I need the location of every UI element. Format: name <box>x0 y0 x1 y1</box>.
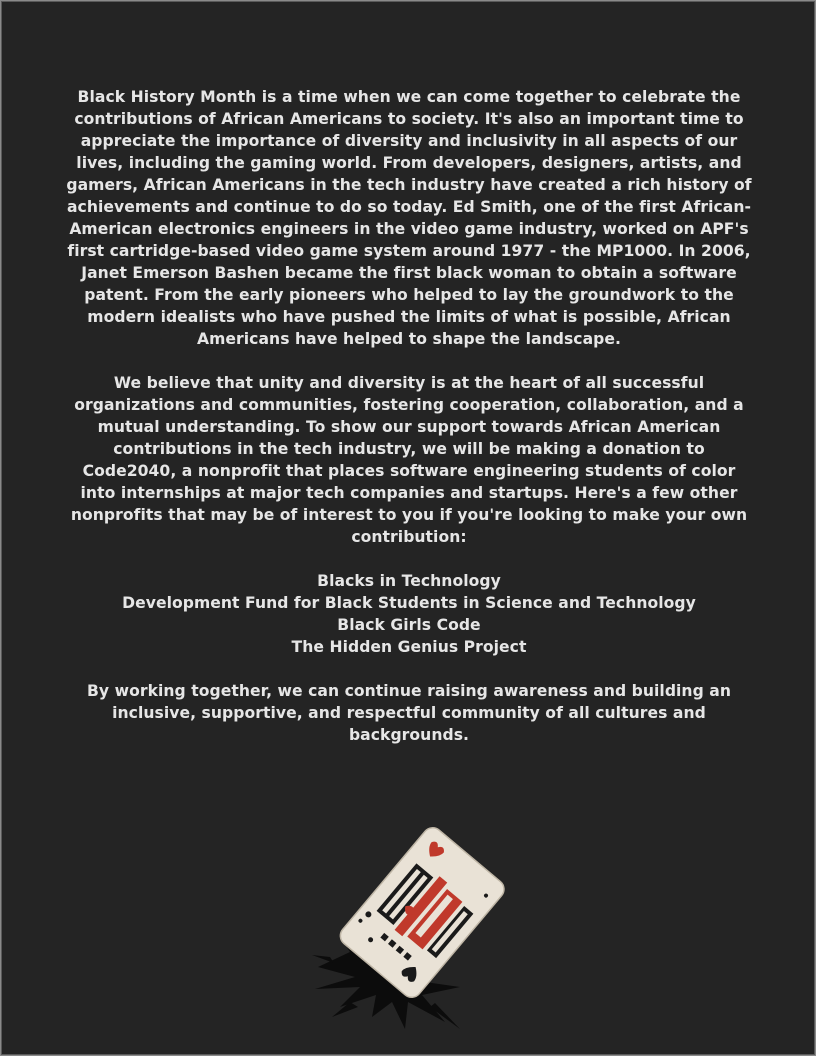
letter-body <box>64 86 754 768</box>
nonprofit-list <box>64 570 754 658</box>
nonprofit-item: Development Fund for Black Students in Science and Technology <box>122 594 696 612</box>
nonprofit-item: Black Girls Code <box>337 616 481 634</box>
wild-card-logo-icon <box>310 817 510 1032</box>
intro-paragraph: Black History Month is a time when we can come together to celebrate the contributions of African Americans to society. It's also an important time to appreciate the importance of diversity and inclusivity in all aspects of our lives, including the gaming world. From developers, designers, artists, and gamers, African Americans in the tech industry have created a rich history of achievements and continue to do so today. Ed Smith, one of the first African-American electronics engineers in the video game industry, worked on APF's first cartridge-based video game system around 1977 - the MP1000. In 2006, Janet Emerson Bashen became the first black woman to obtain a software patent. From the early pioneers who helped to lay the groundwork to the modern idealists who have pushed the limits of what is possible, African Americans have helped to shape the landscape. <box>66 88 752 348</box>
support-paragraph: We believe that unity and diversity is at the heart of all successful organizations and communities, fostering cooperation, collaboration, and a mutual understanding. To show our support towards African American contributions in the tech industry, we will be making a donation to Code2040, a nonprofit that places software engineering students of color into internships at major tech companies and startups. Here's a few other nonprofits that may be of interest to you if you're looking to make your own contribution: <box>70 374 748 546</box>
nonprofit-item: The Hidden Genius Project <box>291 638 527 656</box>
closing-paragraph: By working together, we can continue raising awareness and building an inclusive, supportive, and respectful community of all cultures and backgrounds. <box>86 682 731 744</box>
document-page <box>1 1 815 1055</box>
nonprofit-item: Blacks in Technology <box>317 572 501 590</box>
